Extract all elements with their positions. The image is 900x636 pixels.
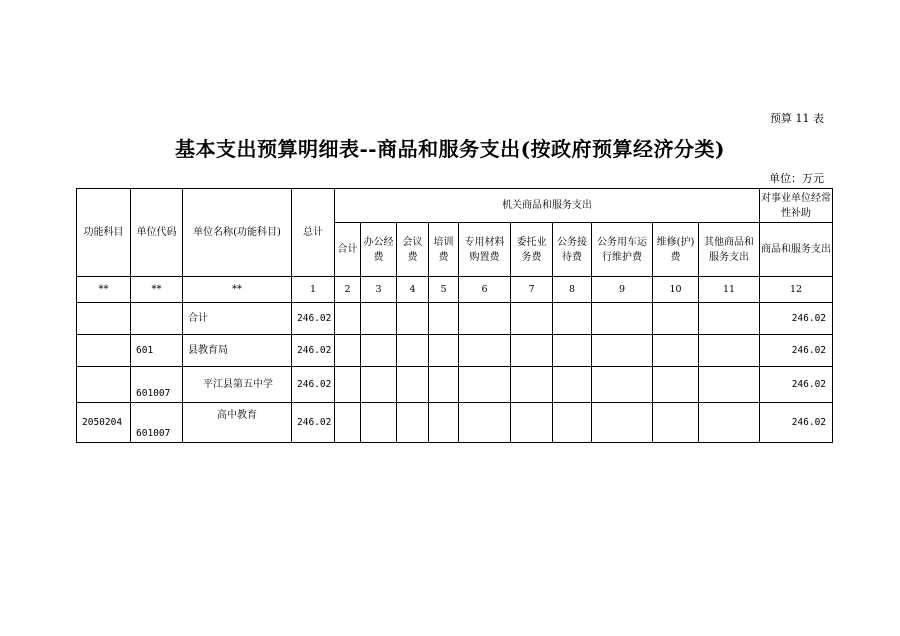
index-cell: 1: [292, 277, 335, 303]
subsidy-cell: 246.02: [760, 367, 833, 403]
unit-label: 单位：万元: [769, 172, 824, 185]
header-row-group: [77, 189, 833, 223]
code-cell: 601007: [131, 367, 183, 403]
header-sub-other: 其他商品和服务支出: [699, 223, 760, 277]
index-cell: 6: [459, 277, 511, 303]
header-unit-code: 单位代码: [131, 189, 183, 277]
index-cell: 10: [653, 277, 699, 303]
total-cell: 246.02: [292, 403, 335, 443]
header-sub-total: 合计: [335, 223, 361, 277]
func-cell: 2050204: [77, 403, 131, 443]
func-cell: [77, 303, 131, 335]
table-row: [77, 335, 833, 367]
page-title: 基本支出预算明细表--商品和服务支出(按政府预算经济分类): [174, 137, 726, 161]
header-sub-reception: 公务接待费: [553, 223, 592, 277]
total-cell: 246.02: [292, 367, 335, 403]
header-sub-meeting: 会议费: [397, 223, 429, 277]
index-cell: 8: [553, 277, 592, 303]
index-row: [77, 277, 833, 303]
index-cell: 12: [760, 277, 833, 303]
header-sub-subsidy-goods: 商品和服务支出: [760, 223, 833, 277]
table-row: [77, 367, 833, 403]
header-sub-office: 办公经费: [361, 223, 397, 277]
index-cell: 11: [699, 277, 760, 303]
name-cell: 县教育局: [183, 335, 292, 367]
index-cell: **: [183, 277, 292, 303]
subsidy-cell: 246.02: [760, 403, 833, 443]
header-sub-entrusted: 委托业务费: [511, 223, 553, 277]
header-sub-vehicle: 公务用车运行维护费: [592, 223, 653, 277]
header-sub-repair: 维修(护)费: [653, 223, 699, 277]
func-cell: [77, 367, 131, 403]
header-total: 总计: [292, 189, 335, 277]
code-cell: [131, 303, 183, 335]
index-cell: 2: [335, 277, 361, 303]
header-group-agency: 机关商品和服务支出: [335, 189, 760, 223]
index-cell: **: [77, 277, 131, 303]
code-cell: 601: [131, 335, 183, 367]
func-cell: [77, 335, 131, 367]
name-cell: 合计: [183, 303, 292, 335]
header-sub-training: 培训费: [429, 223, 459, 277]
table-number: 预算 11 表: [770, 112, 824, 125]
index-cell: 9: [592, 277, 653, 303]
budget-table: [76, 188, 833, 443]
header-group-subsidy: 对事业单位经常性补助: [760, 189, 833, 223]
subsidy-cell: 246.02: [760, 303, 833, 335]
index-cell: 7: [511, 277, 553, 303]
index-cell: 3: [361, 277, 397, 303]
subsidy-cell: 246.02: [760, 335, 833, 367]
header-sub-materials: 专用材料购置费: [459, 223, 511, 277]
code-cell: 601007: [131, 403, 183, 443]
index-cell: **: [131, 277, 183, 303]
index-cell: 5: [429, 277, 459, 303]
header-unit-name: 单位名称(功能科目): [183, 189, 292, 277]
name-cell: 平江县第五中学: [183, 367, 292, 403]
table-row: [77, 303, 833, 335]
total-cell: 246.02: [292, 335, 335, 367]
header-func-subject: 功能科目: [77, 189, 131, 277]
index-cell: 4: [397, 277, 429, 303]
total-cell: 246.02: [292, 303, 335, 335]
table-row: [77, 403, 833, 443]
name-cell: 高中教育: [183, 403, 292, 443]
